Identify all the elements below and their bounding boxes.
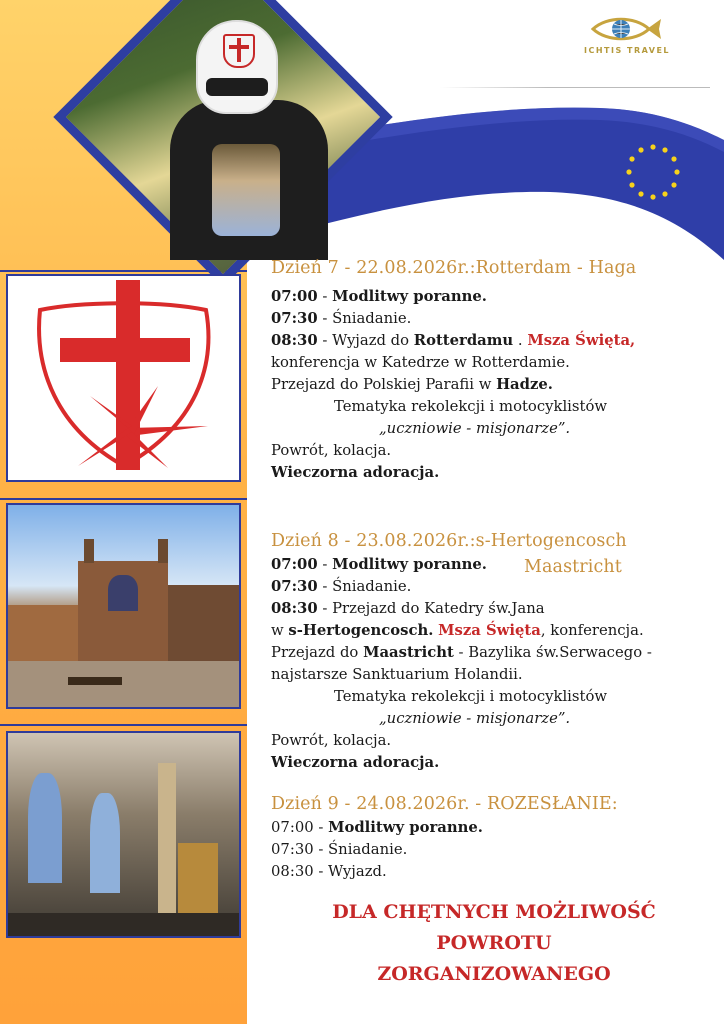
day9-line3: 08:30 - Wyjazd.	[271, 863, 387, 880]
activity: Modlitwy poranne.	[328, 819, 483, 836]
closing-line3: ZORGANIZOWANEGO	[377, 963, 611, 985]
day7-line8: Powrót, kolacja.	[271, 442, 392, 459]
separator: -	[313, 819, 329, 836]
stained-window	[28, 773, 62, 883]
place: Hadze.	[496, 376, 553, 393]
day9-line1	[271, 817, 483, 839]
day7-line2	[271, 308, 411, 330]
time: 07:00	[271, 288, 318, 305]
day7-title: Dzień 7 - 22.08.2026r.:Rotterdam - Haga	[271, 258, 637, 278]
day8-line3	[271, 598, 545, 620]
day7-line6: Tematyka rekolekcji i motocyklistów	[334, 398, 608, 415]
helmet	[196, 20, 278, 114]
text: - Bazylika św.Serwacego -	[453, 644, 652, 661]
place: Rotterdamu	[413, 332, 514, 349]
day9-line2: 07:30 - Śniadanie.	[271, 841, 408, 858]
day8-line9: Powrót, kolacja.	[271, 732, 392, 749]
logo-text: ICHTIS TRAVEL	[583, 46, 671, 55]
day8-title-line2: Maastricht	[524, 557, 622, 577]
jesus-portrait	[212, 144, 280, 236]
day7-line5	[271, 374, 553, 396]
right-building	[168, 585, 241, 661]
rose-window	[108, 575, 138, 611]
activity: - Śniadanie.	[317, 578, 412, 595]
day8-line6: najstarsze Sanktuarium Holandii.	[271, 666, 523, 683]
day8-line8: „uczniowie - misjonarze”.	[379, 710, 571, 727]
day9-title: Dzień 9 - 24.08.2026r. - ROZESŁANIE:	[271, 794, 618, 814]
logo-underline	[440, 87, 710, 88]
text: Przejazd do Polskiej Parafii w	[271, 376, 497, 393]
pews	[8, 913, 241, 938]
cross-emblem-photo	[6, 274, 241, 482]
text: .	[513, 332, 528, 349]
fish-globe-icon	[589, 14, 665, 44]
time: 08:30	[271, 332, 318, 349]
time: 07:00	[271, 819, 314, 836]
day7-line1	[271, 286, 487, 308]
church-interior-photo	[6, 731, 241, 938]
text: Przejazd do	[271, 644, 364, 661]
left-tower	[84, 539, 94, 563]
day8-line4	[271, 620, 644, 642]
time: 07:00	[271, 556, 318, 573]
day8-title: Dzień 8 - 23.08.2026r.:s-Hertogencosch	[271, 531, 627, 551]
left-building	[8, 605, 78, 661]
gothic-pillar	[158, 763, 176, 933]
day8-line5	[271, 642, 652, 664]
day8-line1	[271, 554, 487, 576]
text: , konferencja.	[540, 622, 644, 639]
day8-line2	[271, 576, 411, 598]
time: 07:30	[271, 310, 318, 327]
separator: -	[317, 556, 333, 573]
stained-window	[90, 793, 120, 893]
ichtis-travel-logo	[582, 14, 672, 55]
red-cross-shield-icon	[8, 276, 239, 480]
text: - Przejazd do Katedry św.Jana	[317, 600, 545, 617]
mass-highlight: Msza Święta,	[527, 332, 636, 349]
day8-line7: Tematyka rekolekcji i motocyklistów	[334, 688, 608, 705]
right-tower	[158, 539, 168, 563]
day7-line9: Wieczorna adoracja.	[271, 464, 440, 481]
binnenhof-photo	[6, 503, 241, 709]
day7-line3	[271, 330, 635, 352]
divider	[0, 724, 247, 726]
activity: Modlitwy poranne.	[332, 288, 487, 305]
separator: -	[317, 288, 333, 305]
day7-line7: „uczniowie - misjonarze”.	[379, 420, 571, 437]
bench	[68, 677, 122, 685]
closing-line1: DLA CHĘTNYCH MOŻLIWOŚĆ	[332, 901, 656, 923]
activity: - Śniadanie.	[317, 310, 412, 327]
time: 07:30	[271, 578, 318, 595]
text: w	[271, 622, 289, 639]
day7-line4: konferencja w Katedrze w Rotterdamie.	[271, 354, 570, 371]
divider	[0, 498, 247, 500]
helmet-cross-icon	[223, 34, 255, 68]
altar	[178, 843, 218, 923]
mass-highlight: Msza Święta	[438, 622, 541, 639]
text: - Wyjazd do	[317, 332, 414, 349]
helmet-visor	[206, 78, 268, 96]
day8-line10: Wieczorna adoracja.	[271, 754, 440, 771]
time: 08:30	[271, 600, 318, 617]
place: Maastricht	[363, 644, 454, 661]
leather-jacket	[170, 100, 328, 260]
closing-line2: POWROTU	[436, 932, 552, 954]
courtyard	[8, 661, 241, 709]
place: s-Hertogencosch.	[288, 622, 434, 639]
activity: Modlitwy poranne.	[332, 556, 487, 573]
